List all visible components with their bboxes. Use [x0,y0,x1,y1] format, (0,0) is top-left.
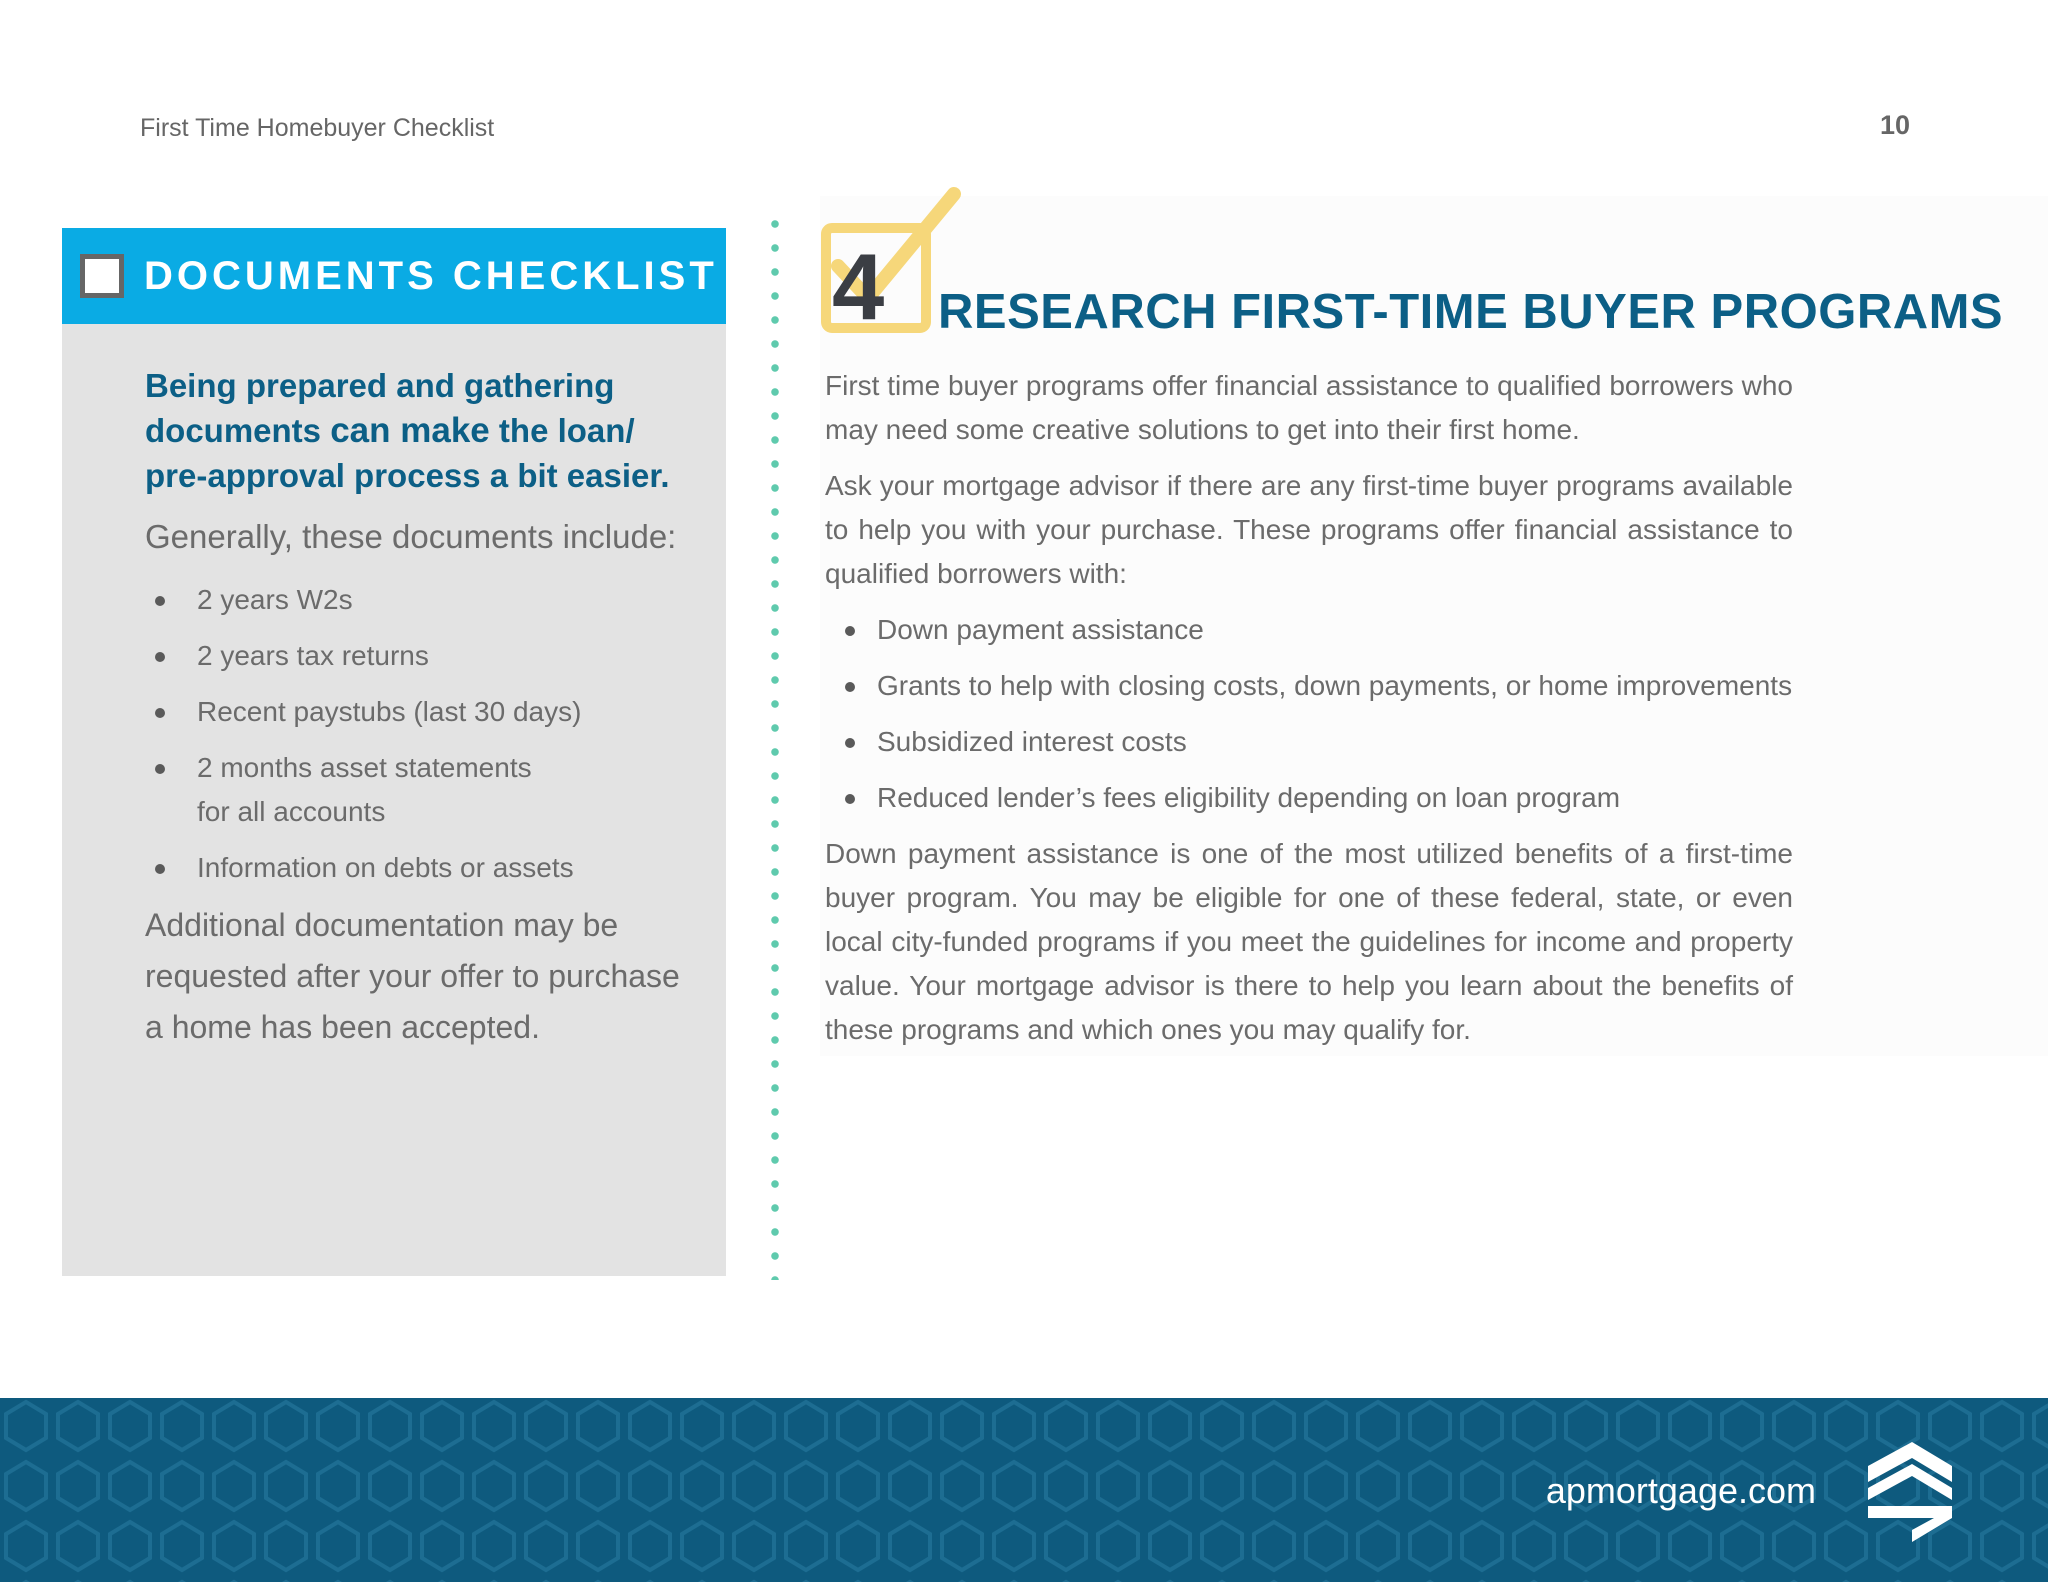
intro-emphasis: can make [330,411,490,450]
list-item: Recent paystubs (last 30 days) [145,690,645,734]
list-item: 2 years W2s [145,578,645,622]
intro-text: the loan/ pre-approval process a bit easier. [145,412,670,494]
footer-banner [0,1398,2048,1582]
section-body [825,364,1793,1064]
paragraph: Down payment assistance is one of the most utilized benefits of a first-time buyer program. You may be eligible for one of these federal, state, or even local city-funded programs if you meet the guidelines for income and property value. Your mortgage advisor is there to help you learn about the benefits of these programs and which ones you may qualify for. [825,838,1793,1045]
checklist-intro [145,363,685,498]
step-number: 4 [832,234,885,339]
intro-text: Being prepared and gathering documents [145,367,615,449]
documents-checklist-panel [62,228,726,1276]
dotted-divider [771,212,779,1280]
paragraph: Ask your mortgage advisor if there are any first-time buyer programs available to help you with your purchase. These programs offer financial assistance to qualified borrowers with: [825,470,1793,589]
empty-checkbox-icon [80,254,124,298]
documents-list [145,578,645,902]
list-item: Down payment assistance [825,608,1793,652]
document-title: First Time Homebuyer Checklist [140,114,495,142]
ap-logo-icon [1868,1442,1952,1542]
list-item: 2 years tax returns [145,634,645,678]
list-item: 2 months asset statements for all accounts [145,746,537,834]
list-item: Subsidized interest costs [825,720,1793,764]
list-item: Reduced lender’s fees eligibility depending on loan program [825,776,1793,820]
checklist-subheading: Generally, these documents include: [145,518,677,555]
checklist-title: DOCUMENTS CHECKLIST [144,254,718,298]
list-item: Grants to help with closing costs, down payments, or home improvements [825,664,1793,708]
list-item: Information on debts or assets [145,846,645,890]
checklist-footer-note: Additional documentation may be requested after your offer to purchase a home has been accepted. [145,907,680,1045]
paragraph: First time buyer programs offer financial assistance to qualified borrowers who may need some creative solutions to get into their first home. [825,370,1793,445]
website-url[interactable]: apmortgage.com [1545,1470,1816,1511]
section-title: RESEARCH FIRST-TIME BUYER PROGRAMS [938,285,2004,339]
page-number: 10 [1879,110,1910,140]
checklist-header [62,228,726,324]
benefits-list [825,608,1793,820]
